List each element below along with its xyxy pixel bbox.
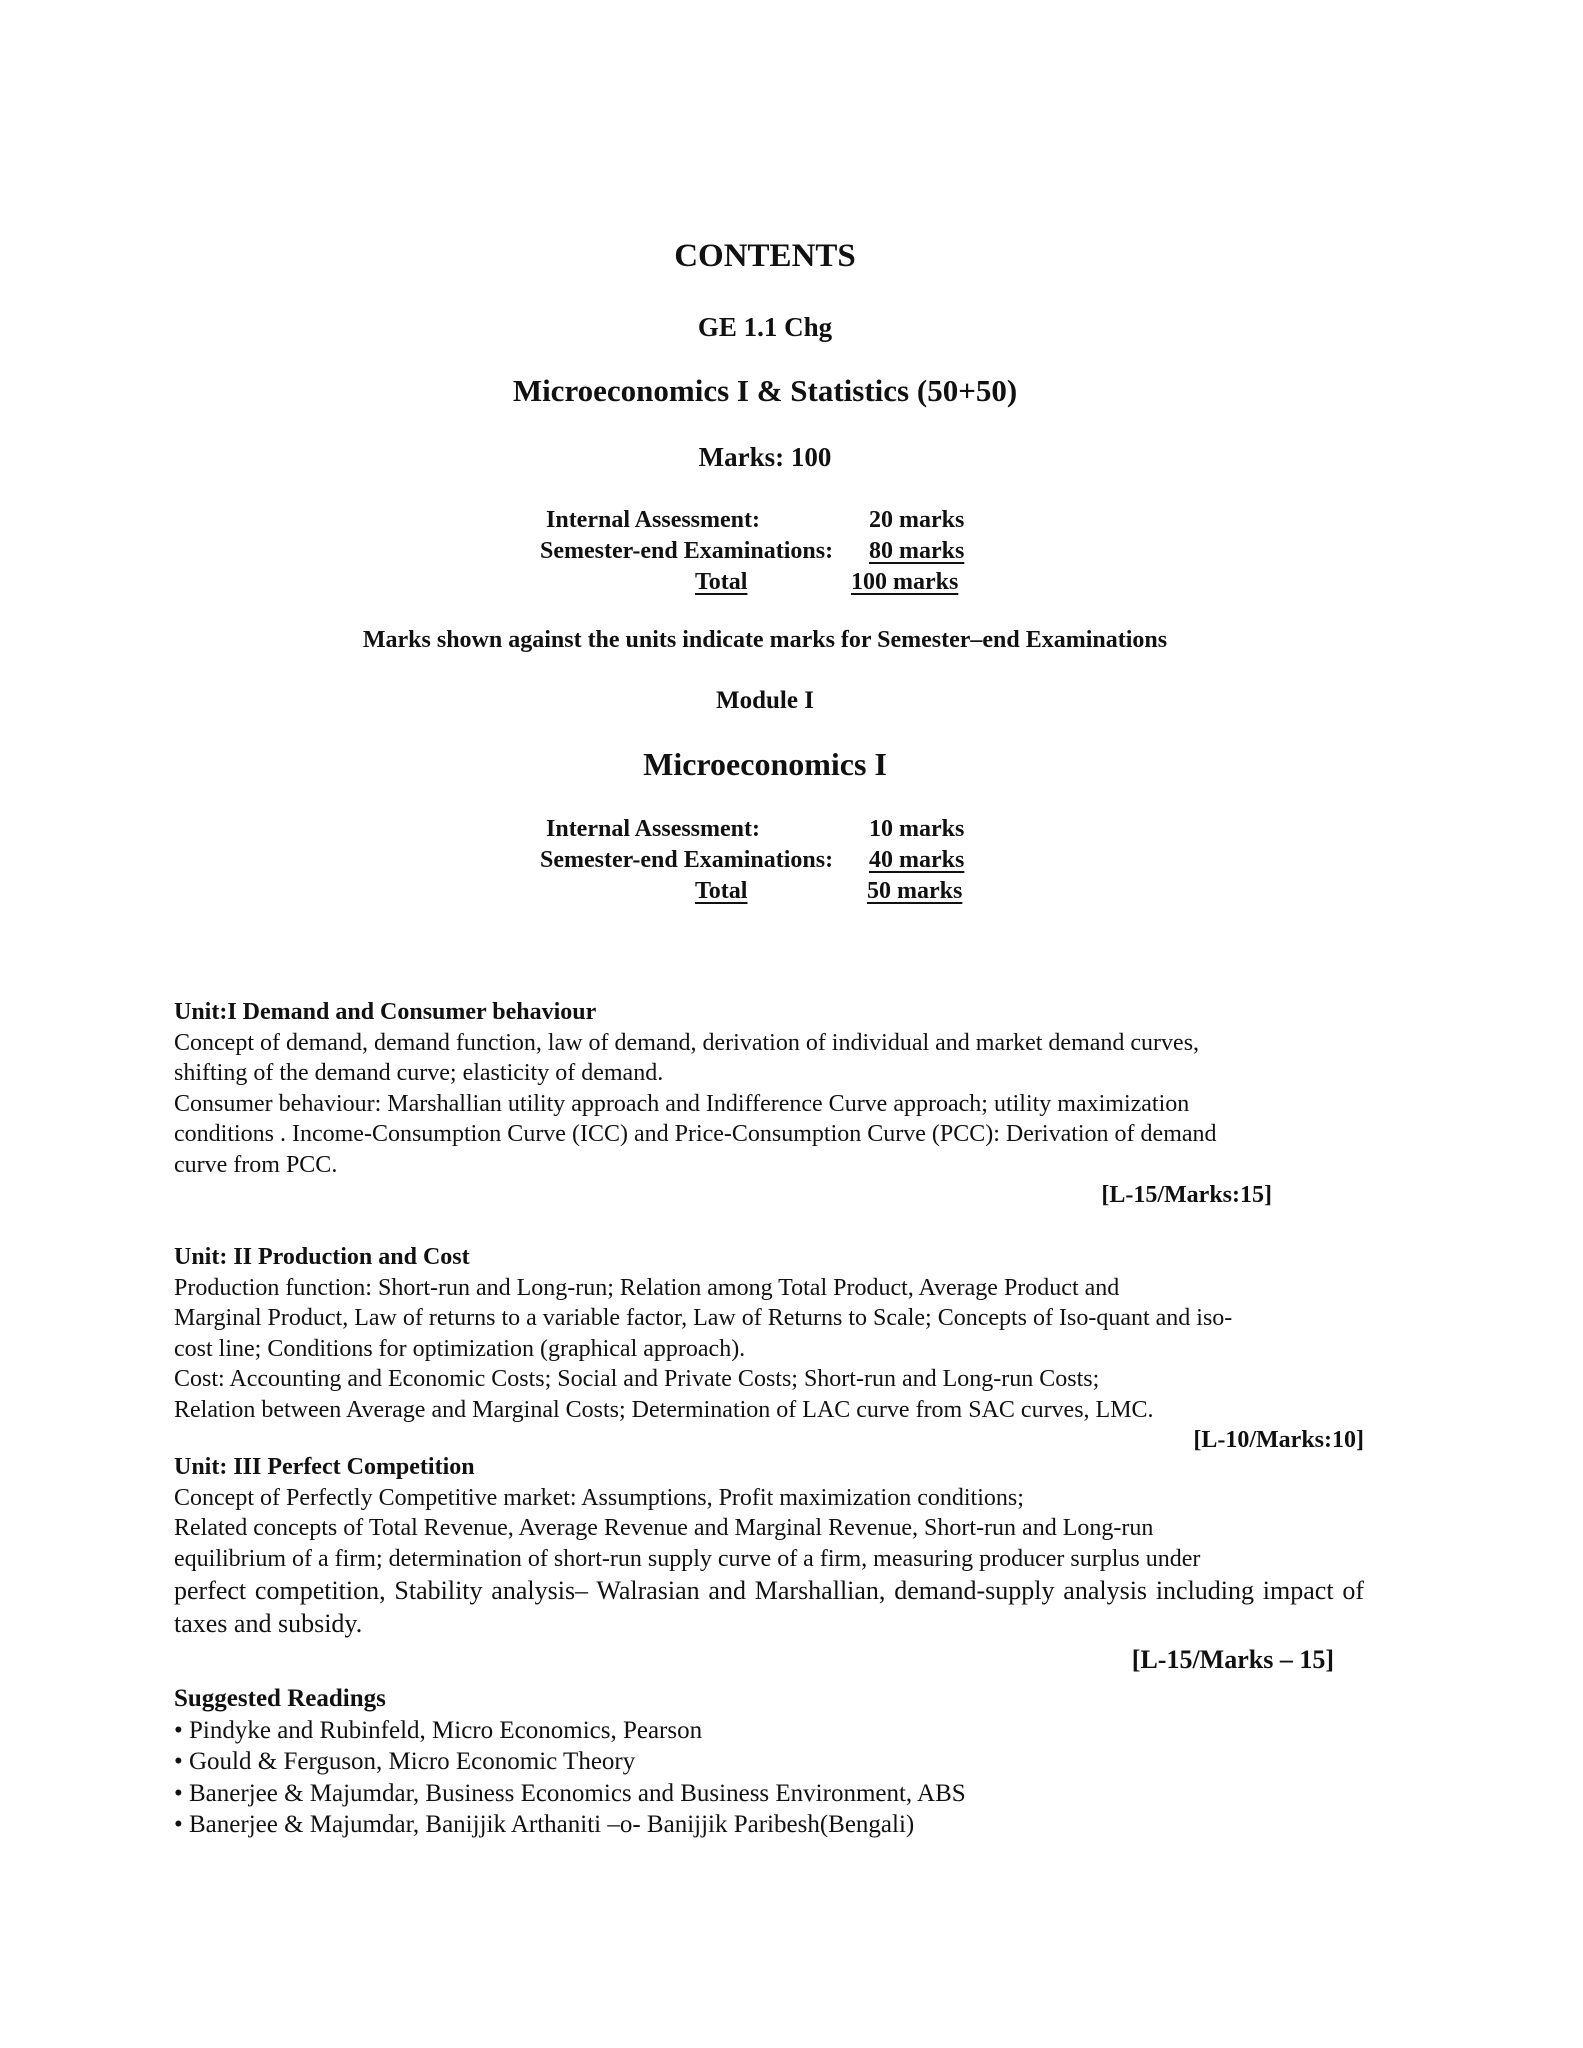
internal-assessment-value: 20 marks bbox=[869, 507, 965, 533]
paper-title: Microeconomics I & Statistics (50+50) bbox=[512, 373, 1018, 408]
module-label: Module I bbox=[716, 687, 814, 714]
semester-end-row bbox=[540, 536, 983, 567]
unit-marks: [L-10/Marks:10] bbox=[1193, 1427, 1364, 1453]
internal-assessment-label: Internal Assessment: bbox=[546, 507, 760, 533]
unit-text-line: Marginal Product, Law of returns to a variable factor, Law of Returns to Scale; Concepts of Iso-quant and iso- bbox=[174, 1305, 1233, 1331]
unit-heading: Unit: II Production and Cost bbox=[174, 1244, 470, 1270]
reading-item: • Gould & Ferguson, Micro Economic Theory bbox=[174, 1748, 636, 1775]
module-marks-table bbox=[540, 814, 983, 907]
unit-text-line: Concept of demand, demand function, law of demand, derivation of individual and market demand curves, bbox=[174, 1029, 1200, 1056]
total-value: 100 marks bbox=[851, 569, 959, 595]
unit-text-line: conditions . Income-Consumption Curve (ICC) and Price-Consumption Curve (PCC): Derivation of demand bbox=[174, 1121, 1217, 1147]
semester-end-label: Semester-end Examinations: bbox=[540, 847, 834, 873]
unit-text-paragraph: perfect competition, Stability analysis– Walrasian and Marshallian, demand-supply analysis including impact of taxes and subsidy. bbox=[174, 1576, 1364, 1638]
total-label: Total bbox=[695, 878, 748, 904]
semester-end-row bbox=[540, 845, 983, 876]
unit-text-line: Cost: Accounting and Economic Costs; Social and Private Costs; Short-run and Long-run Costs; bbox=[174, 1366, 1100, 1392]
suggested-readings-section bbox=[174, 1683, 1364, 1841]
readings-heading: Suggested Readings bbox=[174, 1685, 386, 1712]
unit-text-line: Consumer behaviour: Marshallian utility approach and Indifference Curve approach; utility maximization bbox=[174, 1090, 1190, 1117]
module-title: Microeconomics I bbox=[643, 746, 887, 782]
reading-item: • Banerjee & Majumdar, Banijjik Arthaniti –o- Banijjik Paribesh(Bengali) bbox=[174, 1811, 915, 1838]
total-label: Total bbox=[695, 569, 748, 595]
unit-text-line: Related concepts of Total Revenue, Average Revenue and Marginal Revenue, Short-run and Long-run bbox=[174, 1515, 1154, 1541]
unit-text-line: shifting of the demand curve; elasticity of demand. bbox=[174, 1060, 664, 1086]
unit-marks: [L-15/Marks – 15] bbox=[1131, 1645, 1334, 1674]
semester-end-value: 80 marks bbox=[869, 538, 965, 564]
unit-heading: Unit: III Perfect Competition bbox=[174, 1454, 475, 1480]
unit-text-line: Production function: Short-run and Long-run; Relation among Total Product, Average Product and bbox=[174, 1274, 1120, 1301]
unit-text-line: cost line; Conditions for optimization (graphical approach). bbox=[174, 1335, 746, 1362]
total-value: 50 marks bbox=[867, 878, 963, 904]
reading-item: • Pindyke and Rubinfeld, Micro Economics, Pearson bbox=[174, 1716, 703, 1744]
semester-end-label: Semester-end Examinations: bbox=[540, 538, 834, 564]
total-row bbox=[543, 567, 983, 598]
total-row bbox=[543, 876, 983, 907]
internal-assessment-value: 10 marks bbox=[869, 816, 965, 842]
unit-heading: Unit:I Demand and Consumer behaviour bbox=[174, 999, 597, 1025]
unit-3-section bbox=[174, 1452, 1364, 1680]
course-code: GE 1.1 Chg bbox=[697, 312, 833, 342]
semester-end-value: 40 marks bbox=[869, 847, 965, 873]
internal-assessment-row bbox=[543, 505, 983, 536]
contents-heading: CONTENTS bbox=[674, 238, 856, 274]
reading-item: • Banerjee & Majumdar, Business Economics and Business Environment, ABS bbox=[174, 1779, 966, 1807]
unit-text-line: Concept of Perfectly Competitive market: Assumptions, Profit maximization conditions; bbox=[174, 1484, 1024, 1511]
unit-2-section bbox=[174, 1242, 1364, 1456]
marks-distribution-table bbox=[540, 505, 983, 598]
unit-text-line: equilibrium of a firm; determination of short-run supply curve of a firm, measuring producer surplus under bbox=[174, 1545, 1201, 1572]
marks-note: Marks shown against the units indicate marks for Semester–end Examinations bbox=[362, 627, 1168, 653]
internal-assessment-label: Internal Assessment: bbox=[546, 816, 760, 842]
unit-text-line: Relation between Average and Marginal Costs; Determination of LAC curve from SAC curves, LMC. bbox=[174, 1396, 1154, 1423]
internal-assessment-row bbox=[543, 814, 983, 845]
total-marks: Marks: 100 bbox=[698, 442, 832, 472]
unit-1-section bbox=[174, 997, 1364, 1211]
unit-marks: [L-15/Marks:15] bbox=[1101, 1182, 1272, 1208]
unit-text-line: curve from PCC. bbox=[174, 1151, 338, 1178]
